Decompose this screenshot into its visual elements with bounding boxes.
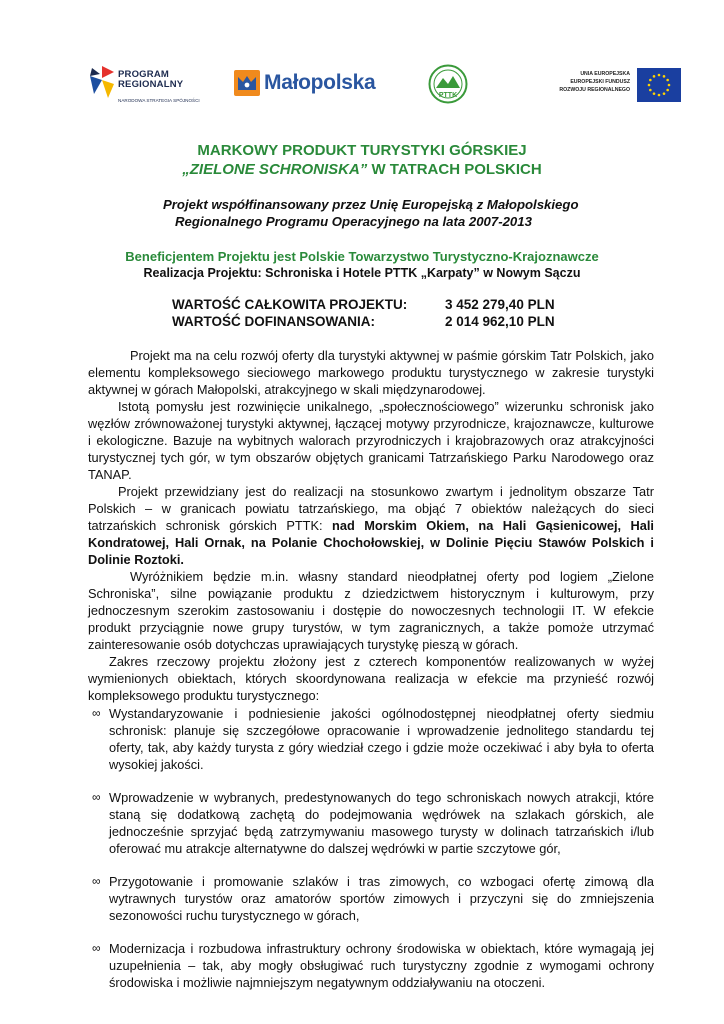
program-regionalny-emblem-icon — [88, 64, 116, 100]
logo-bar — [0, 62, 724, 110]
program-regionalny-logo — [88, 62, 218, 106]
paragraph-1: Projekt ma na celu rozwój oferty dla turystyki aktywnej w paśmie górskim Tatr Polskich, jako elementu kompleksowego sieciowego markowego produktu turystycznego w zakresie turystyki aktywnej w górach Małopolski, atrakcyjnego w skali międzynarodowej. — [88, 348, 654, 397]
page-title-line2 — [0, 160, 724, 179]
eu-line3: ROZWOJU REGIONALNEGO — [559, 87, 630, 93]
malopolska-text: Małopolska — [264, 71, 376, 94]
list-item-text: Przygotowanie i promowanie szlaków i tras zimowych, co wzbogaci ofertę zimową dla wytrawnych turystów oraz amatorów sportów zimowych i przyczyni się do zmniejszenia sezonowości ruchu turystycznego w górach, — [109, 874, 654, 923]
malopolska-emblem-icon — [234, 70, 260, 96]
bullet-icon: ∞ — [92, 941, 101, 955]
eu-star-icon — [658, 94, 661, 97]
paragraph-2: Istotą pomysłu jest rozwinięcie unikalnego, „społecznościowego” wizerunku schronisk jako węzłów zrównoważonej turystyki aktywnej, łączącej motywy przyrodnicze, krajoznawcze, kulturowe i ekologiczne. Bazuje na wybitnych walorach przyrodniczych i krajobrazowych oraz atrakcyjności turystycznej tych gór, w tym obszarów objętych granicami Tatrzańskiego Parku Narodowego oraz TANAP. — [88, 399, 654, 482]
list-item — [88, 705, 654, 773]
eu-flag-icon — [637, 68, 681, 102]
eu-star-icon — [653, 75, 656, 78]
eu-star-icon — [658, 74, 661, 77]
malopolska-logo — [234, 68, 376, 102]
eu-star-icon — [666, 89, 669, 92]
cofinance-value-label: WARTOŚĆ DOFINANSOWANIA: — [172, 314, 375, 329]
paragraph-3-text: Projekt przewidziany jest do realizacji na stosunkowo zwartym i jednolitym obszarze Tatr Polskich – w granicach powiatu tatrzańskiego, ma objąć 7 obiektów należących do sieci tatrzańskich schronisk górskich PTTK: — [88, 484, 654, 533]
eu-star-icon — [663, 75, 666, 78]
bullet-icon: ∞ — [92, 874, 101, 888]
total-value-label: WARTOŚĆ CAŁKOWITA PROJEKTU: — [172, 297, 408, 312]
total-value-amount: 3 452 279,40 PLN — [445, 297, 555, 312]
list-item — [88, 940, 654, 991]
pttk-logo — [428, 64, 468, 104]
program-tagline: NARODOWA STRATEGIA SPÓJNOŚCI — [118, 98, 200, 103]
bullet-icon: ∞ — [92, 706, 101, 720]
eu-text — [556, 70, 630, 94]
cofinance-value-row — [172, 313, 555, 330]
program-line2: REGIONALNY — [118, 79, 184, 90]
pttk-emblem-icon — [428, 64, 468, 104]
cofinance-line1: Projekt współfinansowany przez Unię Europejską z Małopolskiego — [163, 197, 579, 212]
component-list — [88, 705, 654, 991]
title-rest-part: W TATRACH POLSKICH — [367, 161, 542, 178]
paragraph-5: Zakres rzeczowy projektu złożony jest z czterech komponentów realizowanych w wyżej wymienionych obiektach, których skoordynowana realizacja w efekcie ma przynieść rozwój kompleksowego produktu turystycznego: — [88, 654, 654, 703]
eu-star-icon — [649, 79, 652, 82]
eu-star-icon — [653, 92, 656, 95]
eu-star-icon — [666, 79, 669, 82]
paragraph-4: Wyróżnikiem będzie m.in. własny standard nieodpłatnej oferty pod logiem „Zielone Schroniska”, silne powiązanie produktu z dziedzictwem historycznym i kulturowym, przy jednoczesnym szerokim zastosowaniu i dostępie do nowoczesnych technologii IT. W efekcie produkt przyciągnie nowe grupy turystów, w tym zagranicznych, a także pomoże utrzymać zainteresowanie osób dotychczas uprawiających turystykę pieszą w górach. — [88, 569, 654, 652]
list-item — [88, 789, 654, 857]
eu-star-icon — [649, 89, 652, 92]
eu-line2: EUROPEJSKI FUNDUSZ — [570, 79, 630, 85]
paragraph-3-shelters: nad Morskim Okiem, na Hali Gąsienicowej, Hali Kondratowej, Hali Ornak, na Polanie Chochołowskiej, w Dolinie Pięciu Stawów Polskich i Dolinie Roztoki. — [88, 518, 654, 567]
page-title-line1: MARKOWY PRODUKT TURYSTYKI GÓRSKIEJ — [197, 142, 527, 159]
list-item-text: Wystandaryzowanie i podniesienie jakości ogólnodostępnej nieodpłatnej oferty siedmiu schronisk: planuje się szczegółowe opracowanie i wprowadzenie jednolitego standardu tej oferty, tak, aby każdy turysta z góry wiedział czego i gdzie może oczekiwać i aby była to oferta wysokiej jakości. — [109, 706, 654, 772]
eu-star-icon — [648, 84, 651, 87]
list-item — [88, 873, 654, 924]
body-text — [88, 347, 654, 1007]
list-item-text: Wprowadzenie w wybranych, predestynowanych do tego schroniskach nowych atrakcji, które staną się dodatkową zachętą do podejmowania wędrówek na szlakach górskich, ale jednocześnie sprzyjać będą zatrzymywaniu masowego turysty w dolinach tatrzańskich i/lub oferować mu atrakcje alternatywne do dalszej wędrówki w partie szczytowe gór, — [109, 790, 654, 856]
title-italic-part: „ZIELONE SCHRONISKA” — [182, 161, 368, 178]
realization-line: Realizacja Projektu: Schroniska i Hotele PTTK „Karpaty” w Nowym Sączu — [143, 266, 581, 280]
eu-line1: UNIA EUROPEJSKA — [580, 71, 630, 77]
bullet-icon: ∞ — [92, 790, 101, 804]
program-line1: PROGRAM — [118, 69, 170, 80]
list-item-text: Modernizacja i rozbudowa infrastruktury ochrony środowiska w obiektach, które wymagają jej uzupełnienia – tak, aby mogły obsługiwać ruch turystyczny zgodnie z wymogami ochrony środowiska i możliwie najmniejszym negatywnym oddziaływaniu na otoczeni. — [109, 941, 654, 990]
eu-star-icon — [668, 84, 671, 87]
beneficiary-line: Beneficjentem Projektu jest Polskie Towarzystwo Turystyczno-Krajoznawcze — [125, 249, 599, 264]
program-regionalny-text — [118, 70, 183, 90]
paragraph-3 — [88, 483, 654, 568]
eu-logo — [556, 68, 681, 104]
pttk-label: PTTK — [438, 92, 458, 99]
total-value-row — [172, 296, 555, 313]
cofinance-line2: Regionalnego Programu Operacyjnego na lata 2007-2013 — [175, 214, 532, 229]
cofinance-value-amount: 2 014 962,10 PLN — [445, 314, 555, 329]
eu-star-icon — [663, 92, 666, 95]
